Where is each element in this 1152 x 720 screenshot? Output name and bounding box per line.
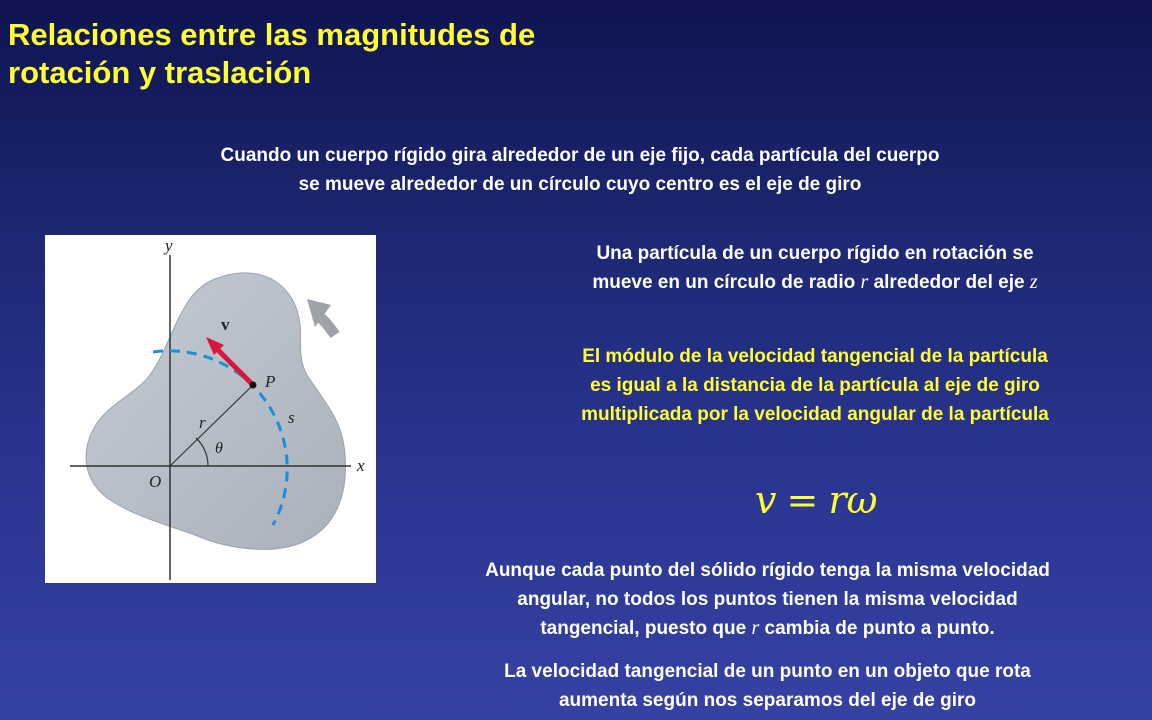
rigid-body-diagram [45, 235, 376, 583]
label-theta: θ [215, 440, 223, 457]
rigid-body-figure [45, 235, 376, 583]
although-line-3b: cambia de punto a punto. [759, 618, 995, 639]
particle-point [250, 382, 257, 389]
label-v: v [221, 315, 230, 334]
label-origin: O [149, 472, 162, 491]
velocity-formula [755, 475, 885, 525]
formula-lhs: v [755, 478, 777, 522]
label-x: x [357, 456, 365, 475]
label-y: y [165, 236, 173, 255]
conclusion-line-1: La velocidad tangencial de un punto en un objeto que rota [504, 661, 1031, 682]
particle-line-1: Una partícula de un cuerpo rígido en rotación se [596, 243, 1034, 264]
formula-eq: = [786, 478, 819, 522]
although-line-3a: tangencial, puesto que [540, 618, 752, 639]
particle-line-2b: alrededor del eje [868, 272, 1030, 293]
particle-line-2a: mueve en un círculo de radio [592, 272, 861, 293]
var-z: z [1029, 271, 1038, 293]
formula-rhs: rω [828, 478, 878, 522]
modulus-line-2: es igual a la distancia de la partícula al eje de giro [590, 375, 1040, 396]
particle-text [515, 239, 1115, 297]
intro-line-1: Cuando un cuerpo rígido gira alrededor de un eje fijo, cada partícula del cuerpo [220, 145, 940, 166]
modulus-line-3: multiplicada por la velocidad angular de la partícula [581, 404, 1049, 425]
although-text [400, 556, 1135, 643]
intro-line-2: se mueve alrededor de un círculo cuyo centro es el eje de giro [298, 174, 862, 195]
slide-title [8, 16, 535, 92]
modulus-line-1: El módulo de la velocidad tangencial de la partícula [582, 346, 1048, 367]
var-r-2: r [751, 617, 760, 639]
title-line-1: Relaciones entre las magnitudes de [8, 17, 536, 52]
var-r: r [860, 271, 869, 293]
conclusion-text [430, 657, 1105, 715]
although-line-1: Aunque cada punto del sólido rígido tenga la misma velocidad [485, 560, 1050, 581]
title-line-2: rotación y traslación [8, 55, 312, 90]
label-r: r [199, 413, 206, 432]
conclusion-line-2: aumenta según nos separamos del eje de giro [558, 690, 977, 711]
intro-text [100, 141, 1060, 199]
modulus-text [500, 342, 1130, 429]
although-line-2: angular, no todos los puntos tienen la misma velocidad [517, 589, 1018, 610]
label-s: s [288, 408, 295, 427]
label-p: P [265, 372, 276, 391]
